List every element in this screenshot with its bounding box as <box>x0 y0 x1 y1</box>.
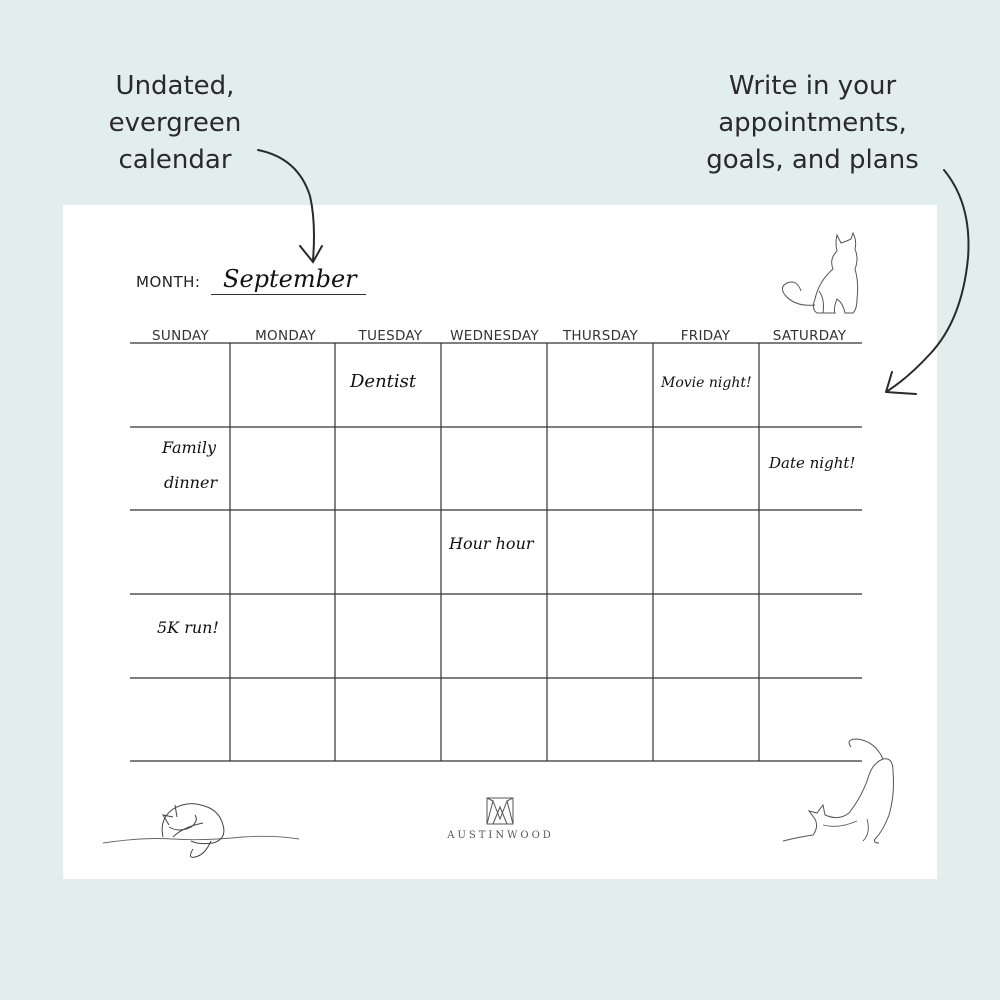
entry-dinner: dinner <box>164 473 218 492</box>
callout-undated <box>95 68 255 179</box>
day-header-thursday: THURSDAY <box>562 328 639 344</box>
callout-left-line-3: calendar <box>118 145 232 175</box>
stretching-cat-icon <box>779 735 903 847</box>
callout-right-line-2: appointments, <box>718 108 907 138</box>
entry-date-night: Date night! <box>769 454 856 472</box>
sitting-cat-icon <box>775 229 865 315</box>
day-header-sunday: SUNDAY <box>152 328 209 344</box>
austinwood-logo-icon <box>486 797 514 825</box>
callout-right-line-3: goals, and plans <box>706 145 919 175</box>
callout-right-line-1: Write in your <box>728 71 897 101</box>
entry-hour-hour: Hour hour <box>449 534 534 553</box>
day-header-friday: FRIDAY <box>680 328 731 344</box>
entry-dentist: Dentist <box>350 371 417 392</box>
callout-left-line-2: evergreen <box>108 108 242 138</box>
sleeping-cat-icon <box>103 797 303 867</box>
callout-write-in <box>690 68 935 179</box>
day-header-tuesday: TUESDAY <box>358 328 423 344</box>
day-header-monday: MONDAY <box>255 328 316 344</box>
entry-5k-run: 5K run! <box>157 618 219 637</box>
day-header-saturday: SATURDAY <box>772 328 847 344</box>
entry-movie-night: Movie night! <box>661 375 752 391</box>
month-label: MONTH: <box>136 273 201 291</box>
day-header-wednesday: WEDNESDAY <box>450 328 539 344</box>
brand-name: AUSTINWOOD <box>447 830 554 841</box>
month-value: September <box>223 265 357 293</box>
entry-family: Family <box>162 438 216 457</box>
calendar-sheet <box>63 205 937 879</box>
callout-left-line-1: Undated, <box>115 71 235 101</box>
